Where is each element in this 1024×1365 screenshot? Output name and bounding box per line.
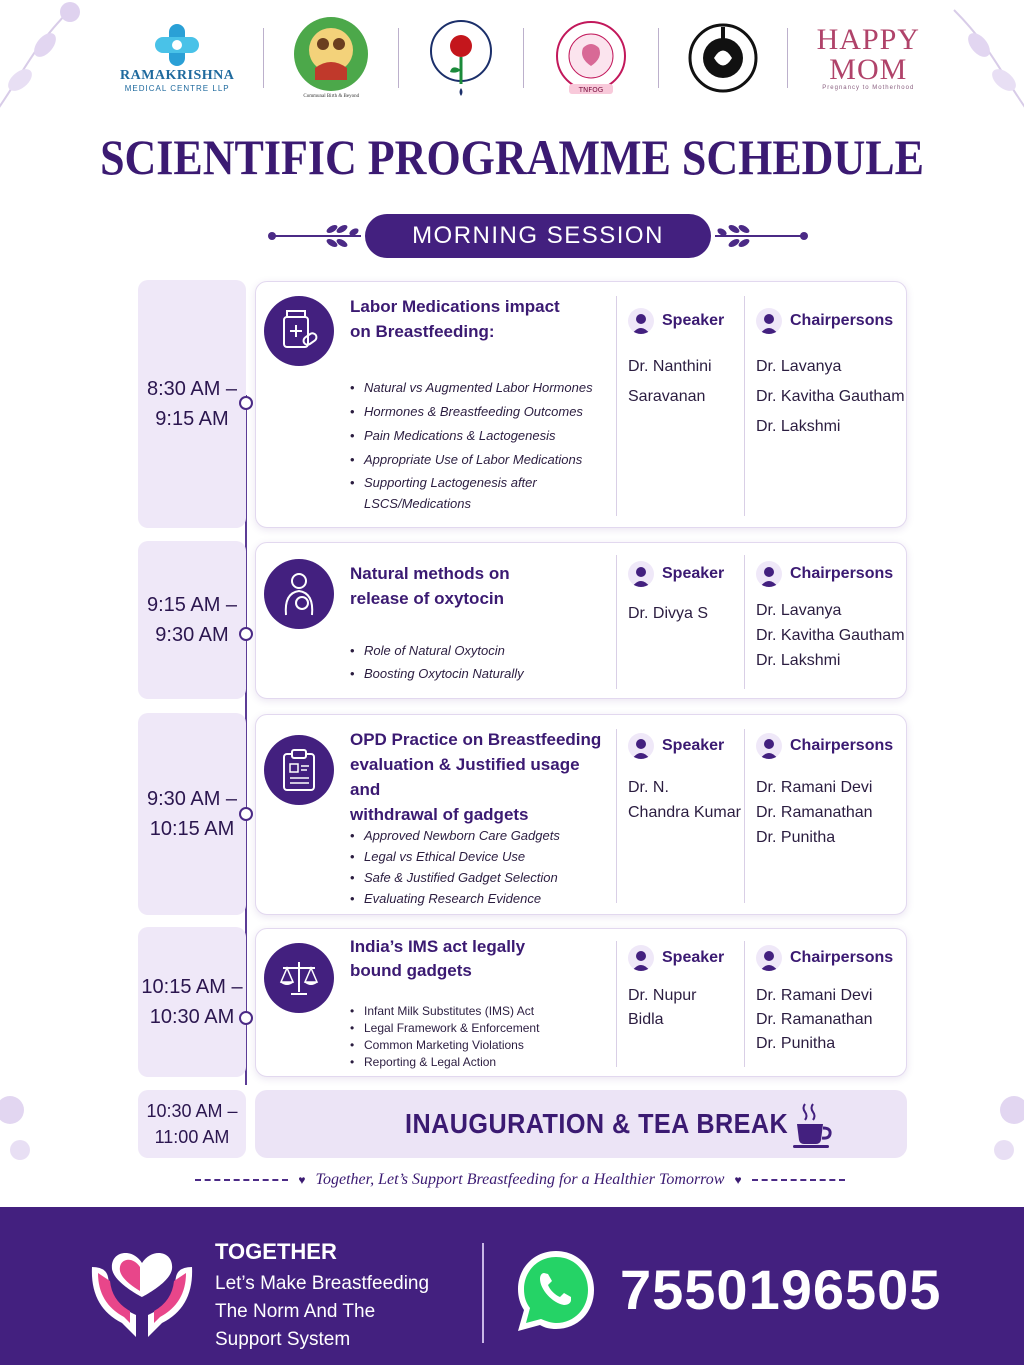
list-item: • Common Marketing Violations xyxy=(350,1037,612,1054)
topic-title: India’s IMS act legally bound gadgets xyxy=(350,937,526,980)
time-end: 9:30 AM xyxy=(155,624,229,646)
birth-logo xyxy=(293,16,369,99)
chairpersons-heading: Chairpersons xyxy=(756,561,893,587)
list-item: • Supporting Lactogenesis after LSCS/Medications xyxy=(350,472,612,514)
chairperson-names: Dr. Lavanya Dr. Kavitha Gautham Dr. Lakshmi xyxy=(756,358,905,435)
list-item: • Legal vs Ethical Device Use xyxy=(350,846,612,867)
logo-divider xyxy=(263,28,264,88)
topic-bullets xyxy=(350,639,612,685)
chairperson-names: Dr. Ramani Devi Dr. Ramanathan Dr. Punitha xyxy=(756,987,873,1052)
happy-mom-top: HAPPY xyxy=(816,22,920,56)
column-divider xyxy=(616,941,617,1067)
person-icon xyxy=(628,308,654,334)
logo-divider xyxy=(658,28,659,88)
speaker-names: Dr. N. Chandra Kumar xyxy=(628,779,741,821)
speaker-heading: Speaker xyxy=(628,733,724,759)
timeline-dot xyxy=(239,627,253,641)
chairpersons-heading: Chairpersons xyxy=(756,308,893,334)
person-icon xyxy=(756,308,782,334)
list-item: • Evaluating Research Evidence xyxy=(350,888,612,909)
speaker-names: Dr. Divya S xyxy=(628,605,709,622)
timeline-dot xyxy=(239,1011,253,1025)
logo-divider xyxy=(787,28,788,88)
time-end: 10:15 AM xyxy=(149,818,235,840)
time-start: 10:15 AM – xyxy=(141,976,243,998)
coffee-cup-icon xyxy=(793,1102,835,1148)
session-card xyxy=(255,714,907,915)
topic-bullets xyxy=(350,1003,612,1071)
footer-divider xyxy=(482,1243,484,1343)
chairperson-names: Dr. Ramani Devi Dr. Ramanathan Dr. Punitha xyxy=(756,779,873,846)
column-divider xyxy=(744,729,745,903)
time-slot-break xyxy=(138,1090,246,1158)
time-slot-1 xyxy=(138,280,246,528)
list-item: • Infant Milk Substitutes (IMS) Act xyxy=(350,1003,612,1020)
time-end: 9:15 AM xyxy=(155,408,229,430)
footer-line: Support System xyxy=(215,1329,351,1350)
list-item: • Boosting Oxytocin Naturally xyxy=(350,662,612,685)
column-divider xyxy=(744,296,745,516)
session-card xyxy=(255,542,907,699)
tnfog-emblem-icon xyxy=(553,18,629,98)
speaker-heading: Speaker xyxy=(628,561,724,587)
column-divider xyxy=(616,729,617,903)
break-label: INAUGURATION & TEA BREAK xyxy=(405,1108,789,1139)
session-card xyxy=(255,281,907,528)
person-icon xyxy=(628,945,654,971)
leaf-sprig-icon xyxy=(713,220,758,252)
medical-cross-icon xyxy=(149,22,205,68)
logo-divider xyxy=(523,28,524,88)
nutrition-society-emblem-icon xyxy=(688,23,758,93)
topic-bullets xyxy=(350,376,612,514)
footer-line: Let’s Make Breastfeeding xyxy=(215,1273,430,1294)
topic-title: Natural methods on release of oxytocin xyxy=(350,564,510,608)
floral-decoration-icon xyxy=(924,0,1024,130)
time-start: 10:30 AM – xyxy=(146,1101,238,1121)
list-item: • Safe & Justified Gadget Selection xyxy=(350,867,612,888)
session-header xyxy=(268,214,808,258)
logo-divider xyxy=(398,28,399,88)
ramakrishna-logo xyxy=(120,22,234,93)
ramakrishna-sub: MEDICAL CENTRE LLP xyxy=(124,84,230,93)
column-divider xyxy=(616,555,617,689)
chairperson-names: Dr. Lavanya Dr. Kavitha Gautham Dr. Lakshmi xyxy=(756,602,905,669)
happy-mom-sub: Pregnancy to Motherhood xyxy=(822,84,915,91)
person-icon xyxy=(756,945,782,971)
birth-logo-caption: Communal Birth & Beyond xyxy=(303,94,360,99)
leaf-sprig-icon xyxy=(318,220,363,252)
time-end: 11:00 AM xyxy=(154,1127,230,1147)
time-slot-2 xyxy=(138,541,246,699)
medicine-bottle-icon xyxy=(264,296,334,366)
topic-title: OPD Practice on Breastfeeding evaluation & Justified usage and withdrawal of gadgets xyxy=(350,730,602,824)
timeline-dot xyxy=(239,396,253,410)
time-start: 9:15 AM – xyxy=(146,594,238,616)
page-title: SCIENTIFIC PROGRAMME SCHEDULE xyxy=(100,129,924,185)
speaker-heading: Speaker xyxy=(628,308,724,334)
tnfog-logo xyxy=(553,18,629,98)
whatsapp-icon[interactable] xyxy=(512,1247,600,1335)
footer-title: TOGETHER xyxy=(215,1239,337,1264)
column-divider xyxy=(616,296,617,516)
time-slot-3 xyxy=(138,713,246,915)
happy-mom-logo xyxy=(816,22,920,91)
happy-mom-bottom: MOM xyxy=(829,52,908,86)
heart-icon: ♥ xyxy=(298,1172,306,1187)
dashed-line xyxy=(195,1179,288,1181)
time-slot-4 xyxy=(138,927,246,1077)
dashed-line xyxy=(752,1179,845,1181)
partner-logos xyxy=(120,10,920,105)
session-line xyxy=(274,235,324,237)
mother-baby-icon xyxy=(264,559,334,629)
session-label: MORNING SESSION xyxy=(365,214,711,258)
topic-bullets xyxy=(350,825,612,909)
heart-icon: ♥ xyxy=(734,1172,742,1187)
list-item: • Pain Medications & Lactogenesis xyxy=(350,424,612,448)
hands-heart-icon xyxy=(82,1227,202,1347)
person-icon xyxy=(756,733,782,759)
break-card xyxy=(255,1090,907,1158)
time-start: 9:30 AM – xyxy=(146,788,238,810)
scales-of-justice-icon xyxy=(264,943,334,1013)
svg-text:TNFOG: TNFOG xyxy=(578,85,604,94)
iap-logo xyxy=(428,18,494,98)
list-item: • Reporting & Legal Action xyxy=(350,1054,612,1071)
list-item: • Hormones & Breastfeeding Outcomes xyxy=(350,400,612,424)
footer-line: The Norm And The xyxy=(215,1301,376,1322)
tagline: Together, Let’s Support Breastfeeding for a Healthier Tomorrow xyxy=(315,1171,725,1188)
chairpersons-heading: Chairpersons xyxy=(756,733,893,759)
clipboard-icon xyxy=(264,735,334,805)
session-card xyxy=(255,928,907,1077)
iap-rose-emblem-icon xyxy=(428,18,494,98)
speaker-names: Dr. Nanthini Saravanan xyxy=(628,358,712,405)
person-icon xyxy=(628,561,654,587)
list-item: • Appropriate Use of Labor Medications xyxy=(350,448,612,472)
list-item: • Legal Framework & Enforcement xyxy=(350,1020,612,1037)
list-item: • Approved Newborn Care Gadgets xyxy=(350,825,612,846)
person-icon xyxy=(756,561,782,587)
column-divider xyxy=(744,555,745,689)
floral-decoration-icon xyxy=(0,0,100,130)
person-icon xyxy=(628,733,654,759)
tagline-row xyxy=(195,1170,845,1190)
time-end: 10:30 AM xyxy=(149,1006,235,1028)
floral-decoration-icon xyxy=(0,1080,50,1190)
list-item: • Natural vs Augmented Labor Hormones xyxy=(350,376,612,400)
footer xyxy=(0,1207,1024,1365)
list-item: • Role of Natural Oxytocin xyxy=(350,639,612,662)
speaker-names: Dr. Nupur Bidla xyxy=(628,987,697,1028)
birth-emblem-icon xyxy=(293,16,369,92)
timeline-dot xyxy=(239,807,253,821)
session-line xyxy=(756,235,802,237)
nutrition-society-logo xyxy=(688,23,758,93)
session-dot xyxy=(800,232,808,240)
chairpersons-heading: Chairpersons xyxy=(756,945,893,971)
time-start: 8:30 AM – xyxy=(146,378,238,400)
ramakrishna-name: RAMAKRISHNA xyxy=(120,68,235,83)
phone-number[interactable]: 7550196505 xyxy=(620,1258,942,1321)
topic-title: Labor Medications impact on Breastfeeding: xyxy=(350,297,560,341)
floral-decoration-icon xyxy=(974,1080,1024,1190)
speaker-heading: Speaker xyxy=(628,945,724,971)
column-divider xyxy=(744,941,745,1067)
